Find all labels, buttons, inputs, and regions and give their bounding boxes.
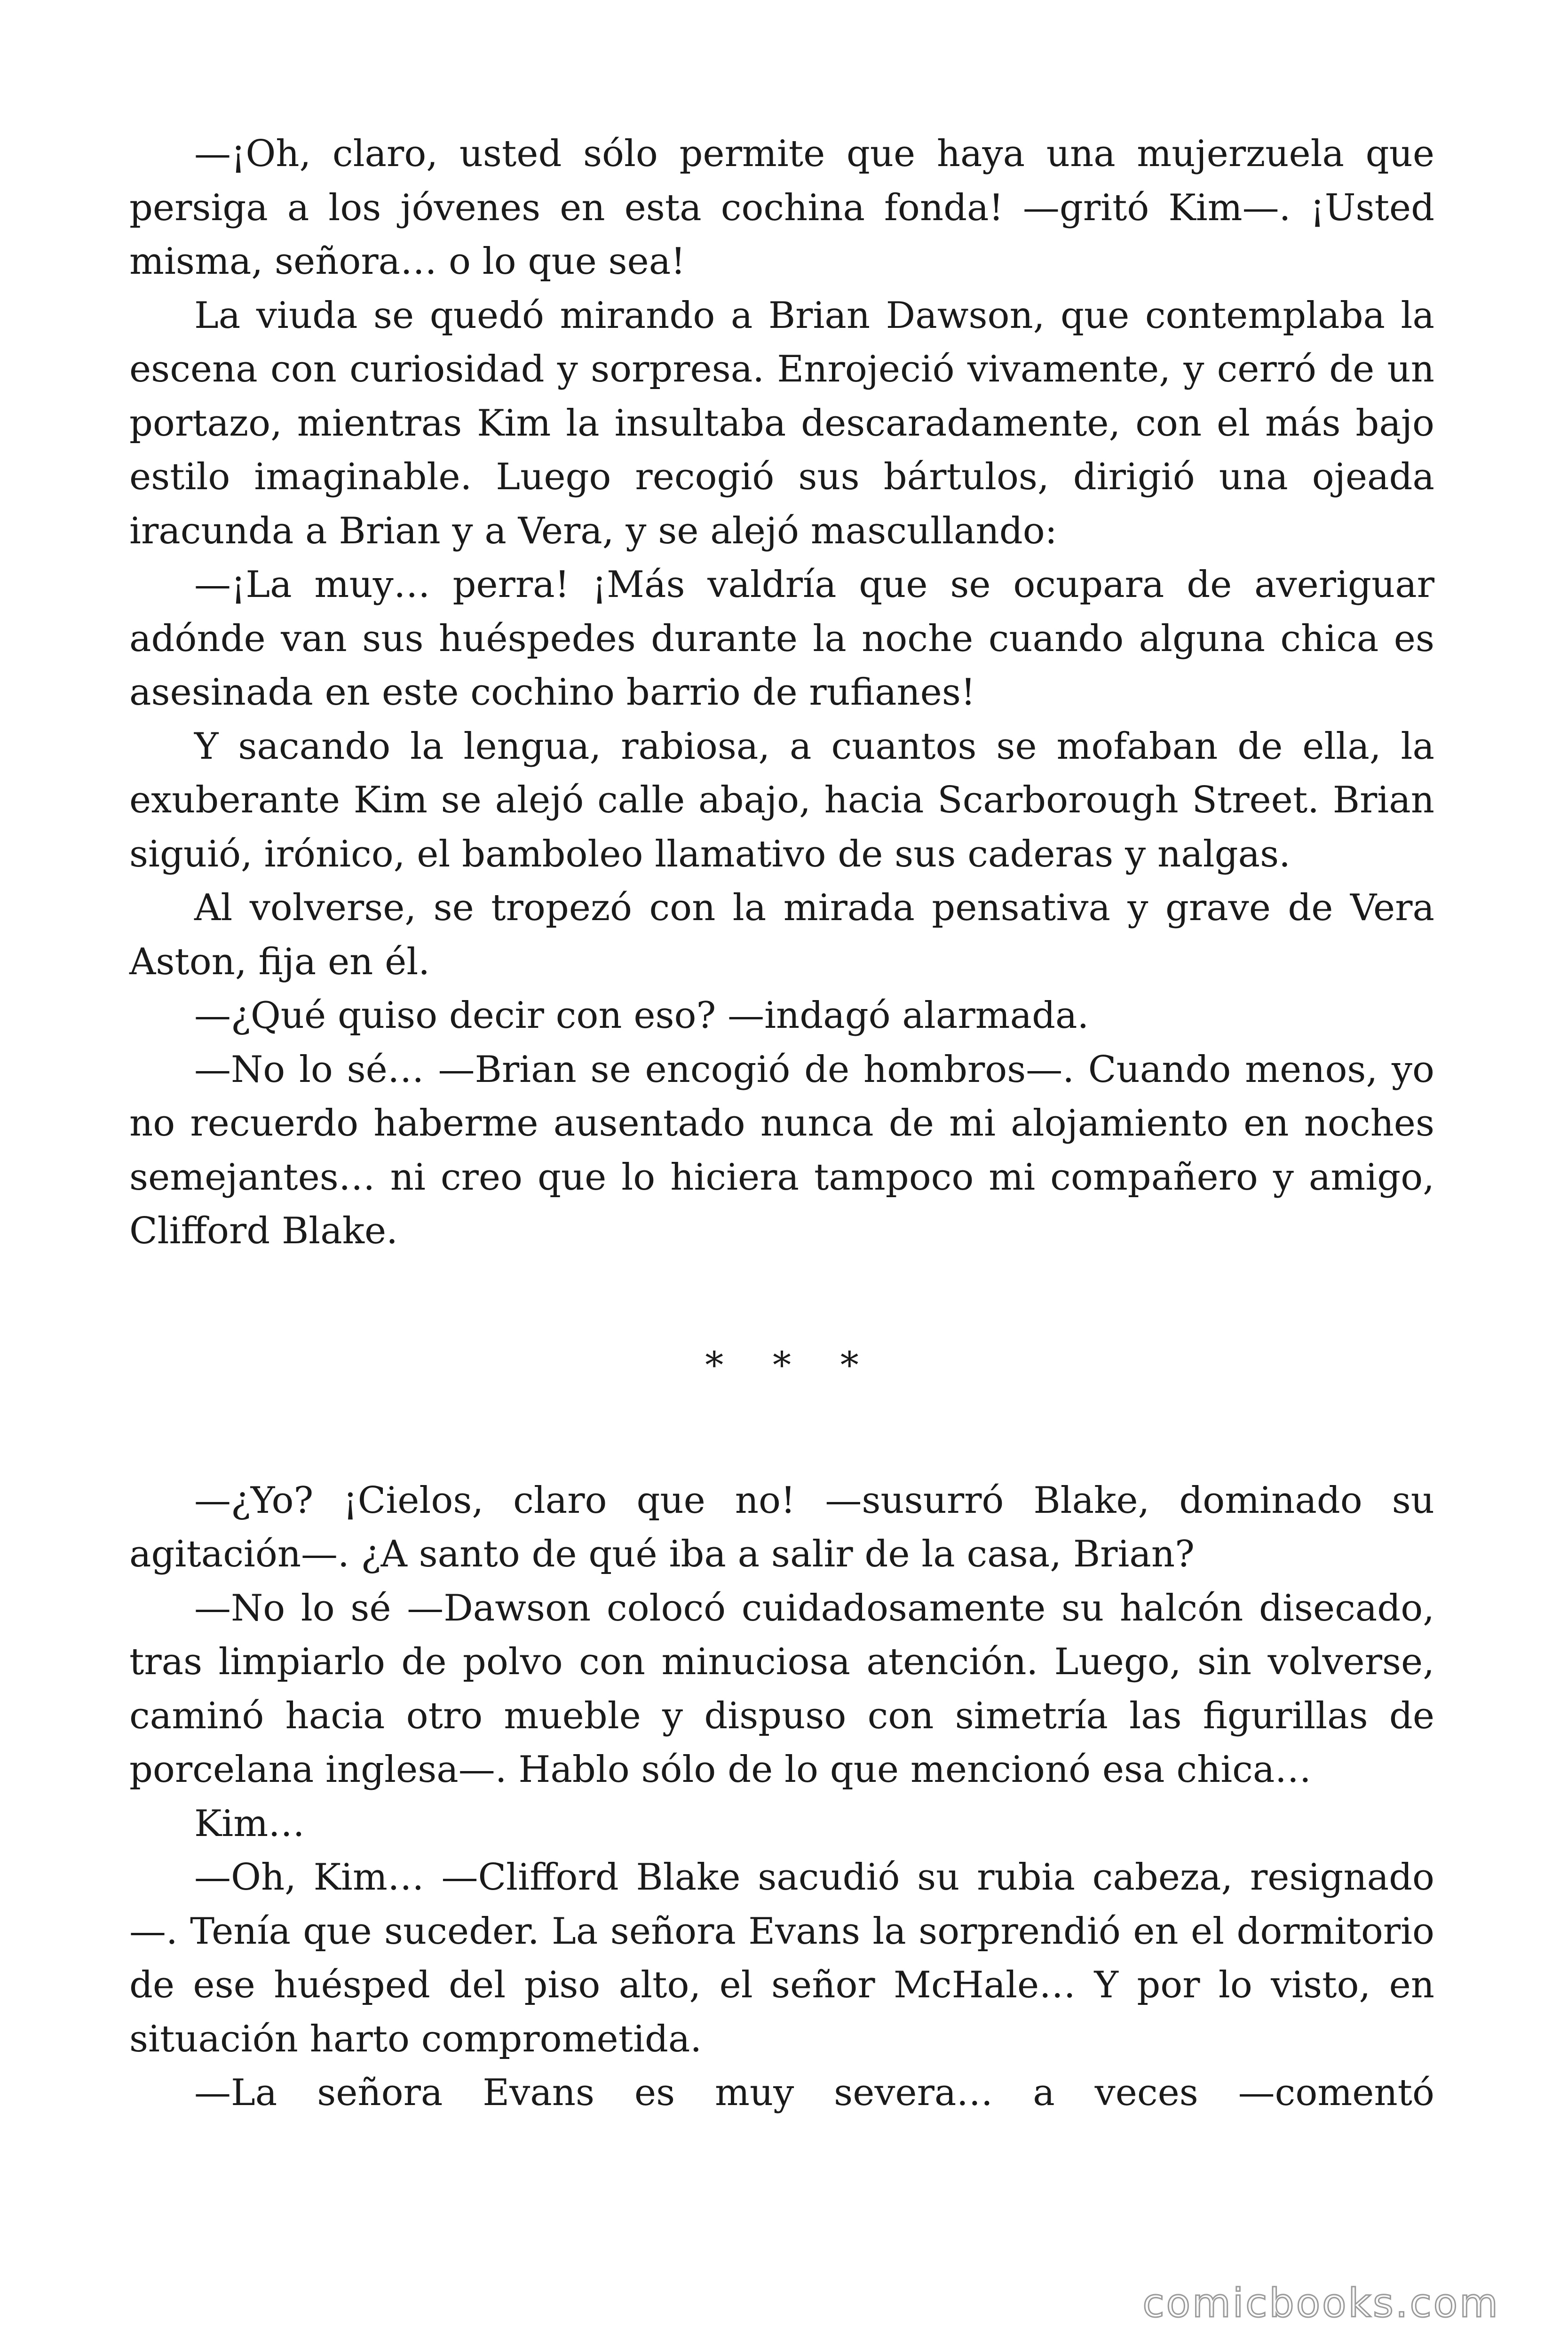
paragraph: —No lo sé —Dawson colocó cuidadosamente su halcón disecado, tras limpiarlo de polvo con minuciosa atención. Luego, sin volverse, caminó hacia otro mueble y dispuso con simetría las figurillas de porcelana inglesa—. Hablo sólo de lo que mencionó esa chica… bbox=[129, 1587, 1434, 1791]
paragraph: —¡La muy… perra! ¡Más valdría que se ocupara de averiguar adónde van sus huéspedes durante la noche cuando alguna chica es asesinada en este cochino barrio de rufianes! bbox=[129, 564, 1434, 714]
scene-separator: * * * bbox=[705, 1344, 878, 1387]
paragraph: —La señora Evans es muy severa… a veces —comentó bbox=[194, 2072, 1434, 2114]
paragraph: La viuda se quedó mirando a Brian Dawson, que contemplaba la escena con curiosidad y sorpresa. Enrojeció vivamente, y cerró de un portazo, mientras Kim la insultaba descaradamente, con el más bajo estilo imaginable. Luego recogió sus bártulos, dirigió una ojeada iracunda a Brian y a Vera, y se alejó mascullando: bbox=[129, 294, 1434, 552]
paragraph: Kim… bbox=[194, 1802, 305, 1845]
paragraph: —No lo sé… —Brian se encogió de hombros—. Cuando menos, yo no recuerdo haberme ausentado nunca de mi alojamiento en noches semejantes… ni creo que lo hiciera tampoco mi compañero y amigo, Clifford Blake. bbox=[129, 1048, 1434, 1252]
paragraph: —Oh, Kim… —Clifford Blake sacudió su rubia cabeza, resignado —. Tenía que suceder. La señora Evans la sorprendió en el dormitorio de ese huésped del piso alto, el señor McHale… Y por lo visto, en situación harto comprometida. bbox=[129, 1856, 1434, 2060]
scene-break bbox=[129, 1258, 1434, 1474]
paragraph: —¿Yo? ¡Cielos, claro que no! —susurró Blake, dominado su agitación—. ¿A santo de qué iba a salir de la casa, Brian? bbox=[129, 1479, 1434, 1575]
paragraph: Y sacando la lengua, rabiosa, a cuantos se mofaban de ella, la exuberante Kim se alejó calle abajo, hacia Scarborough Street. Brian siguió, irónico, el bamboleo llamativo de sus caderas y nalgas. bbox=[129, 725, 1434, 875]
book-page bbox=[129, 127, 1434, 2120]
paragraph: —¿Qué quiso decir con eso? —indagó alarmada. bbox=[194, 994, 1089, 1037]
paragraph: —¡Oh, claro, usted sólo permite que haya una mujerzuela que persiga a los jóvenes en esta cochina fonda! —gritó Kim—. ¡Usted misma, señora… o lo que sea! bbox=[129, 133, 1434, 283]
watermark: comicbooks.com bbox=[1142, 2280, 1500, 2326]
paragraph: Al volverse, se tropezó con la mirada pensativa y grave de Vera Aston, fija en él. bbox=[129, 887, 1434, 983]
